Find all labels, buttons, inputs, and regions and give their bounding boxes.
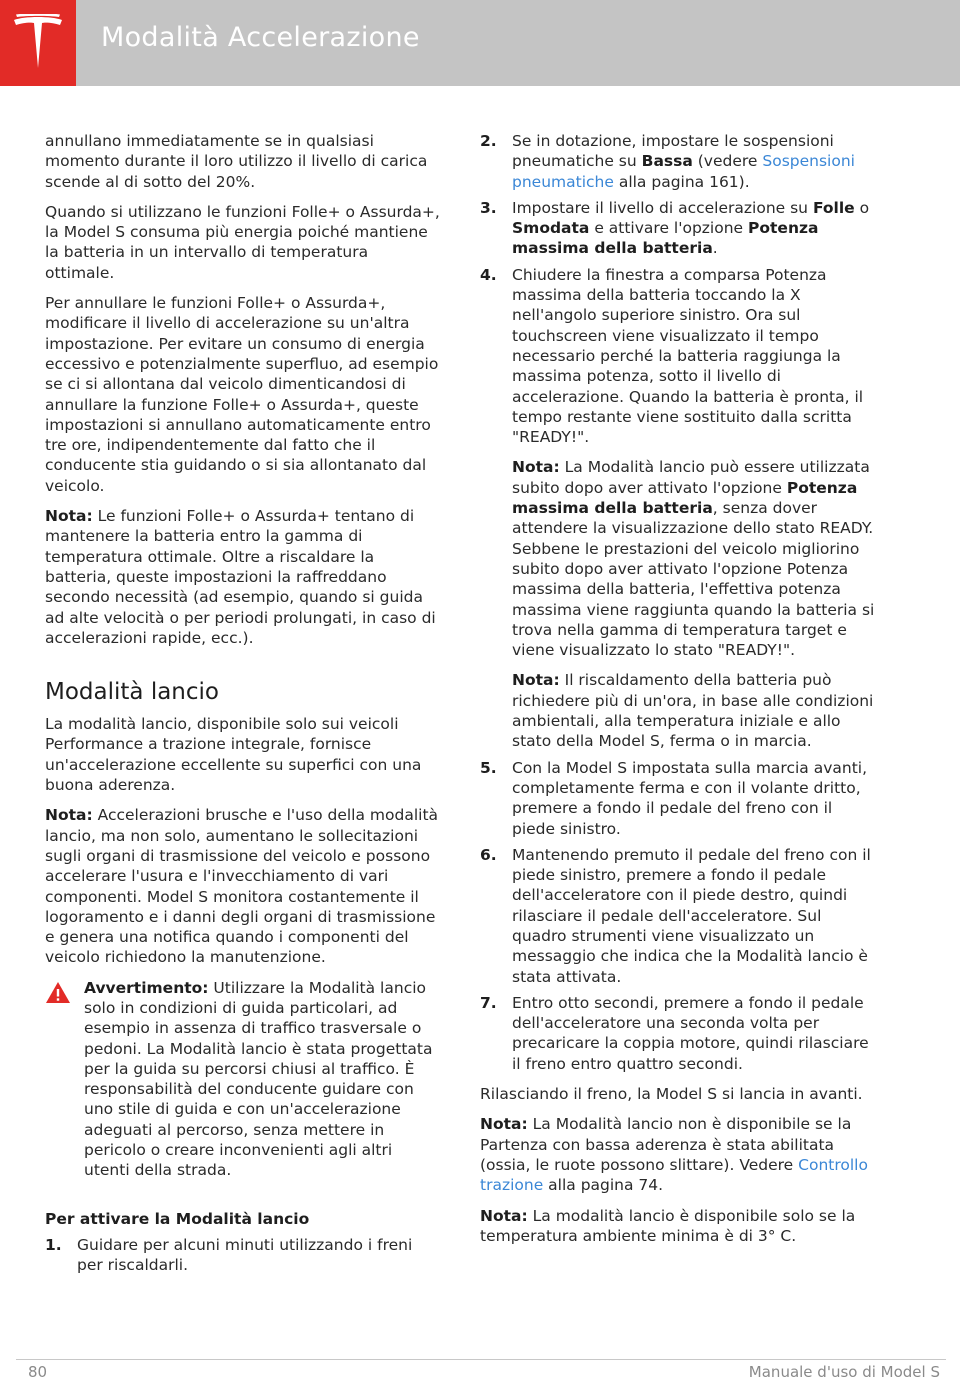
note-label: Nota: (480, 1115, 528, 1134)
step-item (480, 758, 875, 839)
left-column (45, 131, 441, 1282)
note-label: Nota: (45, 806, 93, 825)
note-text: Il riscaldamento della batteria può richiedere più di un'ora, in base alle condizioni ambientali, alla temperatura iniziale e allo stato della Model S, ferma o in marcia. (512, 671, 874, 751)
footer-divider (16, 1359, 946, 1360)
text-run: e attivare l'opzione (589, 219, 749, 238)
step-number: 7. (480, 993, 497, 1012)
step-item (480, 198, 875, 259)
warning-box (45, 978, 441, 1181)
note-text: Accelerazioni brusche e l'uso della modalità lancio, ma non solo, aumentano le sollecitazioni sugli organi di trasmissione del veicolo e possono accelerare l'usura e l'invecchiamento di vari componenti. Model S monitora costantemente il logoramento e i danni degli organi di trasmissione e genera una notifica quando i componenti del veicolo richiedono la manutenzione. (45, 806, 439, 967)
step-text: Entro otto secondi, premere a fondo il pedale dell'acceleratore una seconda volta per precaricare la coppia motore, quindi rilasciare il freno entro quattro secondi. (512, 993, 869, 1073)
text-run: , senza dover attendere la visualizzazione dello stato READY. Sebbene le prestazioni del veicolo migliorino subito dopo aver attivato l'opzione Potenza massima della batteria, l'effettiva potenza massima viene raggiunta quando la batteria si trova nella gamma di temperatura target e viene visualizzato lo stato "READY!". (512, 499, 875, 660)
text-run: alla pagina 74. (543, 1176, 664, 1195)
link-traction-control[interactable]: Controllo trazione (480, 1155, 868, 1195)
procedure-heading: Per attivare la Modalità lancio (45, 1209, 310, 1228)
paragraph: Rilasciando il freno, la Model S si lancia in avanti. (480, 1085, 863, 1104)
page-number: 80 (28, 1363, 48, 1381)
warning-label: Avvertimento: (84, 978, 209, 997)
step-text: Chiudere la finestra a comparsa Potenza massima della batteria toccando la X nell'angolo superiore sinistro. Ora sul touchscreen viene visualizzato il tempo necessario perché la batteria raggiunga la massima potenza, sotto il livello di accelerazione. Quando la batteria è pronta, il tempo restante viene sostituito dalla scritta "READY!". (512, 265, 864, 447)
paragraph: annullano immediatamente se in qualsiasi momento durante il loro utilizzo il livello di carica scende al di sotto del 20%. (45, 132, 428, 191)
bold-term: Potenza massima della batteria (512, 478, 858, 518)
bold-term: Folle (812, 198, 855, 217)
step-item (480, 993, 875, 1074)
paragraph: Quando si utilizzano le funzioni Folle+ o Assurda+, la Model S consuma più energia poiché mantiene la batteria in un intervallo di temperatura ottimale. (45, 202, 440, 282)
text-run: . (712, 239, 718, 258)
note (480, 1206, 875, 1247)
note-label: Nota: (512, 458, 560, 477)
bold-term: Smodata (512, 219, 590, 238)
step-number: 5. (480, 758, 497, 777)
text-run: o (854, 198, 870, 217)
step-text: Guidare per alcuni minuti utilizzando i freni per riscaldarli. (77, 1235, 413, 1275)
step-item (480, 131, 875, 192)
logo-badge (0, 0, 76, 86)
text-run: alla pagina 161). (613, 172, 750, 191)
note (480, 1114, 875, 1195)
step-text (512, 198, 875, 259)
step-number: 2. (480, 132, 497, 150)
bold-term: Potenza massima della batteria (512, 219, 819, 258)
step-item (480, 845, 875, 987)
text-run: Impostare il livello di accelerazione su (512, 198, 813, 217)
section-heading: Modalità lancio (45, 679, 219, 706)
text-run: (vedere (692, 152, 763, 171)
step-number: 3. (480, 198, 497, 217)
manual-title: Manuale d'uso di Model S (748, 1363, 940, 1381)
note-label: Nota: (45, 507, 93, 526)
note (512, 457, 875, 660)
page-title: Modalità Accelerazione (101, 22, 420, 53)
note (45, 805, 441, 967)
link-air-suspension[interactable]: Sospensioni pneumatiche (512, 152, 855, 191)
step-number: 1. (45, 1235, 62, 1254)
text-run: La Modalità lancio non è disponibile se la Partenza con bassa aderenza è stata abilitata (ossia, le ruote possono slittare). Vedere (480, 1115, 852, 1174)
page-header (0, 0, 960, 86)
step-text: Con la Model S impostata sulla marcia avanti, completamente ferma e con il volante dritto, premere a fondo il pedale del freno con il piede sinistro. (512, 758, 868, 838)
text-run: La Modalità lancio può essere utilizzata subito dopo aver attivato l'opzione (512, 458, 870, 497)
warning-icon (45, 981, 71, 1004)
paragraph: La modalità lancio, disponibile solo sui veicoli Performance a trazione integrale, fornisce un'accelerazione eccellente su superfici con una buona aderenza. (45, 715, 422, 795)
step-number: 4. (480, 265, 497, 284)
step-item (480, 265, 875, 752)
right-column (480, 131, 875, 1256)
note-text: La modalità lancio è disponibile solo se la temperatura ambiente minima è di 3° C. (480, 1206, 856, 1245)
bold-term: Bassa (641, 152, 693, 171)
step-number: 6. (480, 845, 497, 864)
warning-text: Utilizzare la Modalità lancio solo in condizioni di guida particolari, ad esempio in assenza di traffico trasversale o pedoni. La Modalità lancio è stata progettata per la guida su percorsi chiusi al traffico. È responsabilità del conducente guidare con uno stile di guida e con un'accelerazione adeguati al percorso, senza mettere in pericolo o creare inconvenienti agli altri utenti della strada. (84, 978, 433, 1180)
note (512, 670, 875, 751)
note (45, 506, 441, 648)
tesla-logo-icon (10, 14, 66, 72)
step-text (512, 131, 875, 192)
paragraph: Per annullare le funzioni Folle+ o Assurda+, modificare il livello di accelerazione su un'altra impostazione. Per evitare un consumo di energia eccessivo e potenzialmente superfluo, ad esempio se ci si allontana dal veicolo dimenticandosi di annullare la funzione Folle+ o Assurda+, queste impostazioni si annullano automaticamente entro tre ore, indipendentemente dal fatto che il conducente stia guidando o si sia allontanato dal veicolo. (45, 294, 439, 495)
note-text: Le funzioni Folle+ o Assurda+ tentano di mantenere la batteria entro la gamma di temperatura ottimale. Oltre a riscaldare la batteria, queste impostazioni la raffreddano secondo necessità (ad esempio, quando si guida ad alte velocità o per periodi prolungati, in caso di accelerazioni rapide, ecc.). (45, 507, 436, 647)
step-text: Mantenendo premuto il pedale del freno con il piede sinistro, premere a fondo il pedale dell'acceleratore con il piede destro, quindi rilasciare il pedale dell'acceleratore. Sul quadro strumenti viene visualizzato un messaggio che indica che la Modalità lancio è stata attivata. (512, 845, 871, 986)
note-label: Nota: (480, 1206, 528, 1225)
text-run: Se in dotazione, impostare le sospensioni pneumatiche su (512, 132, 834, 171)
step-item (45, 1235, 441, 1276)
note-label: Nota: (512, 671, 560, 690)
